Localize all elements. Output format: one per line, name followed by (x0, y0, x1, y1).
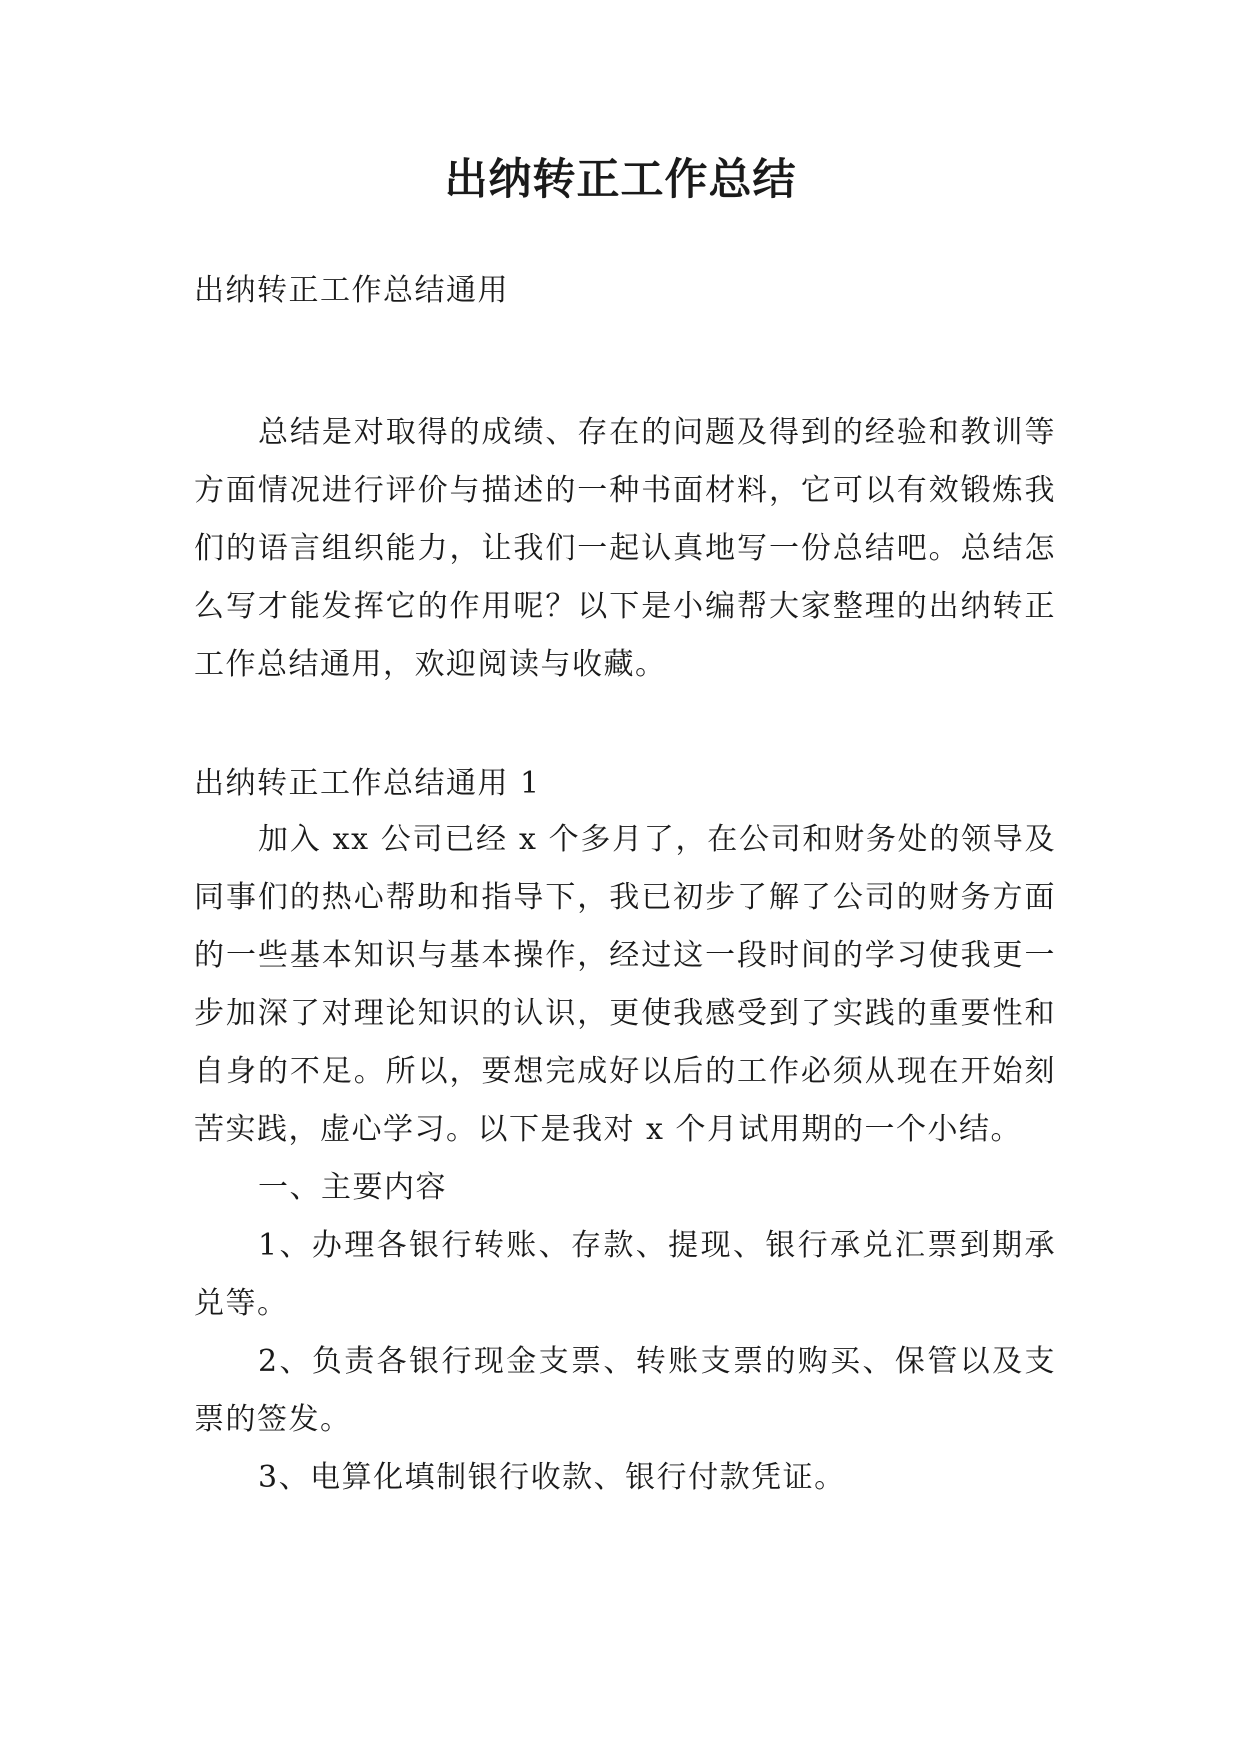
content-heading: 一、主要内容 (258, 1170, 447, 1205)
section-content (194, 811, 1056, 1507)
section-heading: 出纳转正工作总结通用 1 (194, 766, 541, 801)
body-paragraph-1: 加入 xx 公司已经 x 个多月了，在公司和财务处的领导及同事们的热心帮助和指导下，我已初步了解了公司的财务方面的一些基本知识与基本操作，经过这一段时间的学习使我更一步加深了对理论知识的认识，更使我感受到了实践的重要性和自身的不足。所以，要想完成好以后的工作必须从现在开始刻苦实践，虚心学习。以下是我对 x 个月试用期的一个小结。 (194, 822, 1056, 1147)
list-item-3: 3、电算化填制银行收款、银行付款凭证。 (258, 1460, 846, 1495)
document-subtitle: 出纳转正工作总结通用 (194, 273, 509, 308)
list-item-1: 1、办理各银行转账、存款、提现、银行承兑汇票到期承兑等。 (194, 1228, 1056, 1321)
list-item-2: 2、负责各银行现金支票、转账支票的购买、保管以及支票的签发。 (194, 1344, 1056, 1437)
document-title: 出纳转正工作总结 (444, 155, 797, 205)
intro-paragraph: 总结是对取得的成绩、存在的问题及得到的经验和教训等方面情况进行评价与描述的一种书面材料，它可以有效锻炼我们的语言组织能力，让我们一起认真地写一份总结吧。总结怎么写才能发挥它的作用呢？以下是小编帮大家整理的出纳转正工作总结通用，欢迎阅读与收藏。 (194, 415, 1056, 682)
